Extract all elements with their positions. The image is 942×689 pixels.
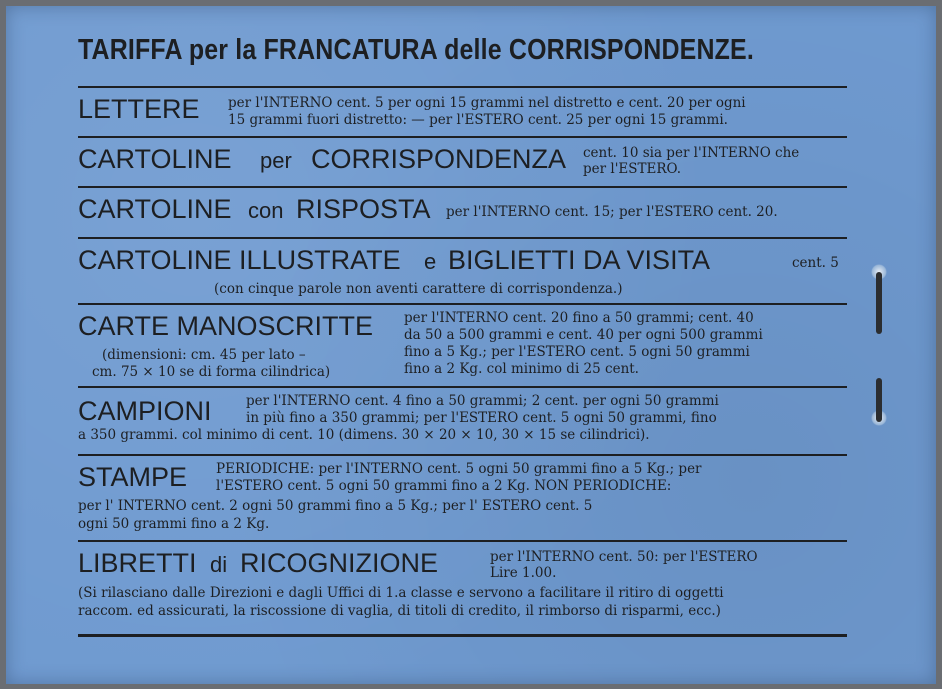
- section-carte-manoscritte: [78, 307, 848, 385]
- section-heading-connector: e: [424, 249, 437, 274]
- rate-text: per l'INTERNO cent. 20 fino a 50 grammi; cent. 40: [404, 310, 754, 326]
- section-lettere: [78, 92, 848, 136]
- divider: [78, 454, 847, 456]
- divider: [78, 634, 847, 637]
- divider: [78, 303, 847, 305]
- page-title: TARIFFA per la FRANCATURA delle CORRISPONDENZE.: [78, 34, 754, 66]
- rate-text: Lire 1.00.: [490, 565, 557, 581]
- rate-text: per l'INTERNO cent. 15; per l'ESTERO cent. 20.: [446, 204, 778, 220]
- note-text: (Si rilasciano dalle Direzioni e dagli Uffici di 1.a classe e servono a facilitare il ritiro di oggetti: [78, 585, 724, 601]
- section-heading: CARTOLINE ILLUSTRATE: [78, 245, 401, 275]
- section-heading: CAMPIONI: [78, 396, 212, 426]
- section-cartoline-risposta: [78, 190, 848, 234]
- rate-text: ogni 50 grammi fino a 2 Kg.: [78, 516, 270, 532]
- divider: [78, 386, 847, 388]
- section-campioni: [78, 390, 848, 452]
- section-heading: BIGLIETTI DA VISITA: [448, 245, 711, 275]
- rate-text: a 350 grammi. col minimo di cent. 10 (dimens. 30 × 20 × 10, 30 × 15 se cilindrici).: [78, 427, 650, 443]
- divider: [78, 186, 847, 188]
- section-heading-connector: per: [260, 148, 292, 173]
- note-text: (dimensioni: cm. 45 per lato –: [102, 347, 306, 363]
- booklet-cover: [6, 6, 936, 684]
- section-cartoline-corrispondenza: [78, 140, 848, 184]
- divider: [78, 540, 847, 542]
- section-heading: CARTE MANOSCRITTE: [78, 311, 374, 341]
- rate-text: per l'ESTERO.: [583, 161, 682, 177]
- staple: [876, 378, 882, 422]
- rate-text: 15 grammi fuori distretto: — per l'ESTERO cent. 25 per ogni 15 grammi.: [228, 112, 728, 128]
- section-heading-connector: di: [210, 552, 228, 577]
- section-libretti: [78, 544, 848, 630]
- rate-text: l'ESTERO cent. 5 ogni 50 grammi fino a 2 Kg. NON PERIODICHE:: [216, 478, 672, 494]
- section-heading-connector: con: [248, 198, 284, 223]
- section-heading: LIBRETTI: [78, 548, 197, 578]
- section-heading: CORRISPONDENZA: [311, 144, 567, 174]
- rate-text: per l'INTERNO cent. 50: per l'ESTERO: [490, 549, 758, 565]
- note-text: raccom. ed assicurati, la riscossione di vaglia, di titoli di credito, il rimborso di risparmi, ecc.): [78, 603, 721, 619]
- rate-text: da 50 a 500 grammi e cent. 40 per ogni 500 grammi: [404, 327, 763, 343]
- rate-text: cent. 10 sia per l'INTERNO che: [583, 145, 800, 161]
- rate-text: per l' INTERNO cent. 2 ogni 50 grammi fino a 5 Kg.; per l' ESTERO cent. 5: [78, 498, 593, 514]
- rate-text: cent. 5: [792, 255, 839, 271]
- divider: [78, 86, 847, 88]
- rate-text: per l'INTERNO cent. 5 per ogni 15 grammi nel distretto e cent. 20 per ogni: [228, 95, 746, 111]
- section-heading: RICOGNIZIONE: [240, 548, 439, 578]
- section-heading: STAMPE: [78, 462, 188, 492]
- rate-text: fino a 5 Kg.; per l'ESTERO cent. 5 ogni 50 grammi: [404, 344, 750, 360]
- divider: [78, 237, 847, 239]
- section-heading: CARTOLINE: [78, 144, 232, 174]
- section-heading: RISPOSTA: [296, 194, 431, 224]
- divider: [78, 136, 847, 138]
- rate-text: per l'INTERNO cent. 4 fino a 50 grammi; 2 cent. per ogni 50 grammi: [246, 393, 719, 409]
- section-heading: LETTERE: [78, 94, 200, 124]
- rate-text: in più fino a 350 grammi; per l'ESTERO cent. 5 ogni 50 grammi, fino: [246, 410, 717, 426]
- section-cartoline-illustrate: [78, 241, 848, 301]
- section-heading: CARTOLINE: [78, 194, 232, 224]
- note-text: cm. 75 × 10 se di forma cilindrica): [92, 364, 331, 380]
- rate-text: PERIODICHE: per l'INTERNO cent. 5 ogni 50 grammi fino a 5 Kg.; per: [216, 461, 702, 477]
- section-stampe: [78, 458, 848, 538]
- note-text: (con cinque parole non aventi carattere di corrispondenza.): [214, 281, 623, 297]
- rate-text: fino a 2 Kg. col minimo di 25 cent.: [404, 361, 639, 377]
- staple: [876, 272, 882, 334]
